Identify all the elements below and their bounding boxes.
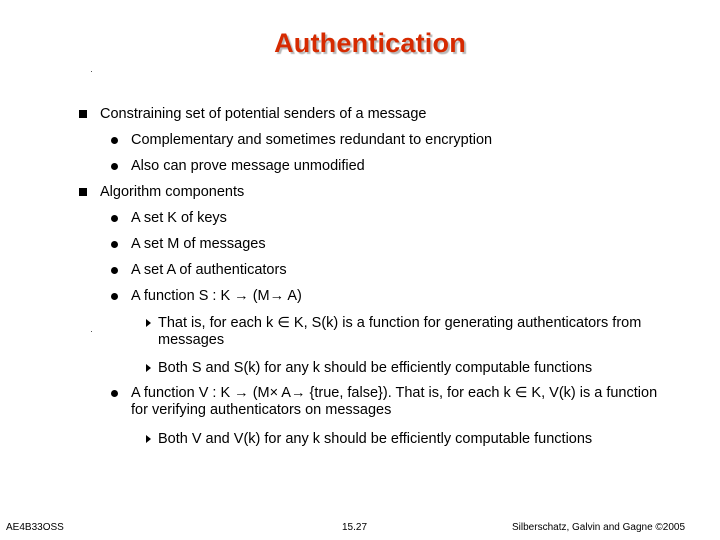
sub-bullet-text: A function V : K → (M× A→ {true, false}). That is, for each k ∈ K, V(k) is a function for verifying authenticators on messages [131, 385, 658, 418]
footer-copyright: Silberschatz, Galvin and Gagne ©2005 [512, 522, 686, 533]
sub-bullet-unmodified [131, 158, 365, 175]
footer-page-number: 15.27 [342, 522, 368, 533]
sub-bullet-text: Also can prove message unmodified [131, 158, 365, 174]
triangle-bullet-icon [146, 364, 151, 372]
speck [91, 331, 92, 332]
subsub-bullet-text: Both S and S(k) for any k should be efficiently computable functions [158, 360, 593, 376]
sub-bullet-keys [131, 210, 227, 227]
bullet-constraining [100, 106, 426, 123]
triangle-bullet-icon [146, 319, 151, 327]
round-bullet-icon [111, 215, 118, 222]
bullet-text: Algorithm components [100, 184, 245, 200]
round-bullet-icon [111, 390, 118, 397]
sub-bullet-messages [131, 236, 266, 253]
sub-bullet-function-v [131, 385, 671, 419]
subsub-bullet-v-computable [158, 431, 592, 448]
bullet-algorithm-components [100, 184, 244, 201]
square-bullet-icon [79, 188, 87, 196]
square-bullet-icon [79, 110, 87, 118]
sub-bullet-text: A function S : K → (M→ A) [131, 288, 302, 304]
subsub-bullet-s-computable [158, 360, 592, 377]
round-bullet-icon [111, 293, 118, 300]
subsub-bullet-text: That is, for each k ∈ K, S(k) is a function for generating authenticators from messages [158, 315, 642, 348]
speck [91, 71, 92, 72]
sub-bullet-text: A set K of keys [131, 210, 227, 226]
subsub-bullet-s-generating [158, 315, 668, 349]
sub-bullet-complementary [131, 132, 492, 149]
sub-bullet-text: Complementary and sometimes redundant to encryption [131, 132, 493, 148]
sub-bullet-authenticators [131, 262, 287, 279]
sub-bullet-text: A set M of messages [131, 236, 266, 252]
round-bullet-icon [111, 137, 118, 144]
bullet-text: Constraining set of potential senders of a message [100, 106, 427, 122]
subsub-bullet-text: Both V and V(k) for any k should be efficiently computable functions [158, 431, 593, 447]
sub-bullet-text: A set A of authenticators [131, 262, 287, 278]
slide-title: Authentication [274, 28, 466, 58]
round-bullet-icon [111, 163, 118, 170]
footer-course-code: AE4B33OSS [6, 522, 64, 533]
triangle-bullet-icon [146, 435, 151, 443]
round-bullet-icon [111, 267, 118, 274]
round-bullet-icon [111, 241, 118, 248]
sub-bullet-function-s [131, 288, 302, 305]
